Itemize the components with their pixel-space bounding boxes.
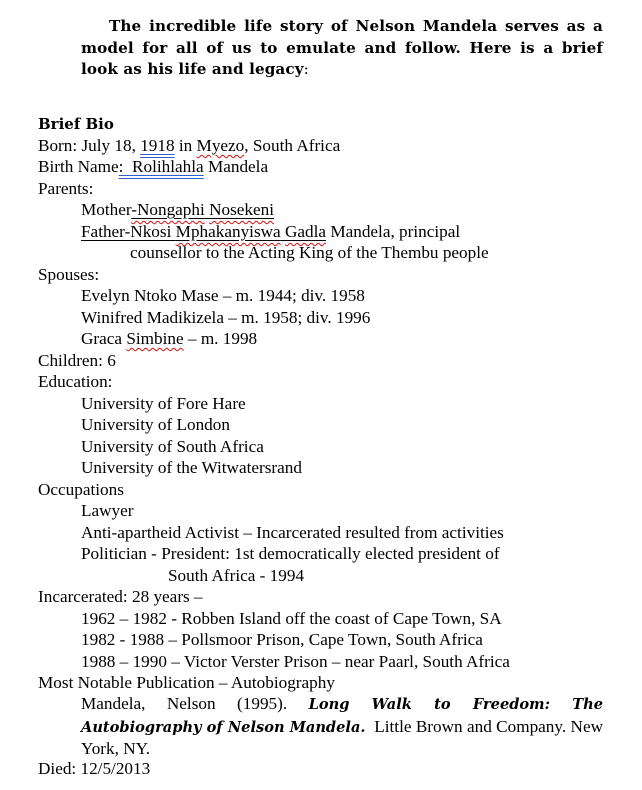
- spouses-label: Spouses:: [38, 265, 100, 284]
- birth-name-suffix: Mandela: [203, 157, 269, 176]
- incarceration-item: 1982 - 1988 – Pollsmoor Prison, Cape Town, South Africa: [81, 630, 483, 649]
- occupations-label: Occupations: [38, 480, 124, 499]
- intro-colon: :: [303, 60, 309, 78]
- intro-paragraph: [81, 16, 603, 81]
- father-middle-name: Mphakanyiswa: [175, 222, 281, 241]
- father-rest: Mandela, principal: [326, 222, 461, 241]
- mother-name: [131, 200, 274, 219]
- spouse-item: Winifred Madikizela – m. 1958; div. 1996: [81, 308, 371, 327]
- father-name: [81, 222, 326, 241]
- born-place: Myezo: [196, 136, 245, 155]
- parents-label: Parents:: [38, 179, 94, 198]
- born-year: 1918: [140, 136, 175, 155]
- mother-line: [81, 199, 274, 221]
- children-line: Children: 6: [38, 351, 116, 370]
- spouse-item: Evelyn Ntoko Mase – m. 1944; div. 1958: [81, 286, 365, 305]
- spouse-third-suffix: – m. 1998: [183, 329, 258, 348]
- mother-first-name: -Nongaphi: [131, 200, 205, 219]
- mother-label: Mother: [81, 200, 132, 219]
- intro-text: The incredible life story of Nelson Mandela serves as a model for all of us to emulate and follow. Here is a brief look as his life and legacy: [81, 17, 603, 78]
- father-line: [81, 221, 460, 243]
- occupation-item: Lawyer: [81, 501, 134, 520]
- birth-name-label: Birth Name: [38, 157, 119, 176]
- born-line: [38, 135, 340, 157]
- incarcerated-label: Incarcerated: 28 years –: [38, 587, 203, 606]
- publication-citation: [81, 693, 607, 760]
- intro-text-wrapper: [81, 16, 603, 81]
- spouse-third-name: Simbine: [126, 329, 184, 348]
- born-prefix: Born: July 18,: [38, 136, 141, 155]
- occupation-continuation: South Africa - 1994: [168, 566, 305, 585]
- father-surname: Gadla: [284, 222, 327, 241]
- born-suffix: , South Africa: [244, 136, 341, 155]
- citation-author: Mandela, Nelson (1995).: [81, 694, 309, 713]
- incarceration-item: 1962 – 1982 - Robben Island off the coast of Cape Town, SA: [81, 609, 502, 628]
- birth-name-line: [38, 156, 268, 178]
- died-line: Died: 12/5/2013: [38, 759, 151, 778]
- spouse-item: [81, 328, 257, 350]
- occupation-item: Politician - President: 1st democratically elected president of: [81, 544, 500, 563]
- father-continuation: counsellor to the Acting King of the Thembu people: [130, 243, 489, 262]
- spouse-third-prefix: Graca: [81, 329, 127, 348]
- publication-label: Most Notable Publication – Autobiography: [38, 673, 335, 692]
- education-item: University of London: [81, 415, 230, 434]
- father-prefix: Father-Nkosi: [81, 222, 176, 241]
- citation-publisher: Little Brown and Company. New York, NY.: [81, 716, 607, 758]
- occupation-item: Anti-apartheid Activist – Incarcerated resulted from activities: [81, 523, 504, 542]
- mother-last-name: Nosekeni: [209, 200, 274, 219]
- citation-title: Long Walk to Freedom: The Autobiography of Nelson Mandela.: [81, 696, 603, 736]
- incarceration-item: 1988 – 1990 – Victor Verster Prison – near Paarl, South Africa: [81, 652, 510, 671]
- education-label: Education:: [38, 372, 113, 391]
- birth-name-value: : Rolihlahla: [118, 157, 204, 176]
- education-item: University of Fore Hare: [81, 394, 246, 413]
- brief-bio-heading: Brief Bio: [38, 115, 114, 133]
- born-mid: in: [174, 136, 197, 155]
- education-item: University of the Witwatersrand: [81, 458, 302, 477]
- education-item: University of South Africa: [81, 437, 264, 456]
